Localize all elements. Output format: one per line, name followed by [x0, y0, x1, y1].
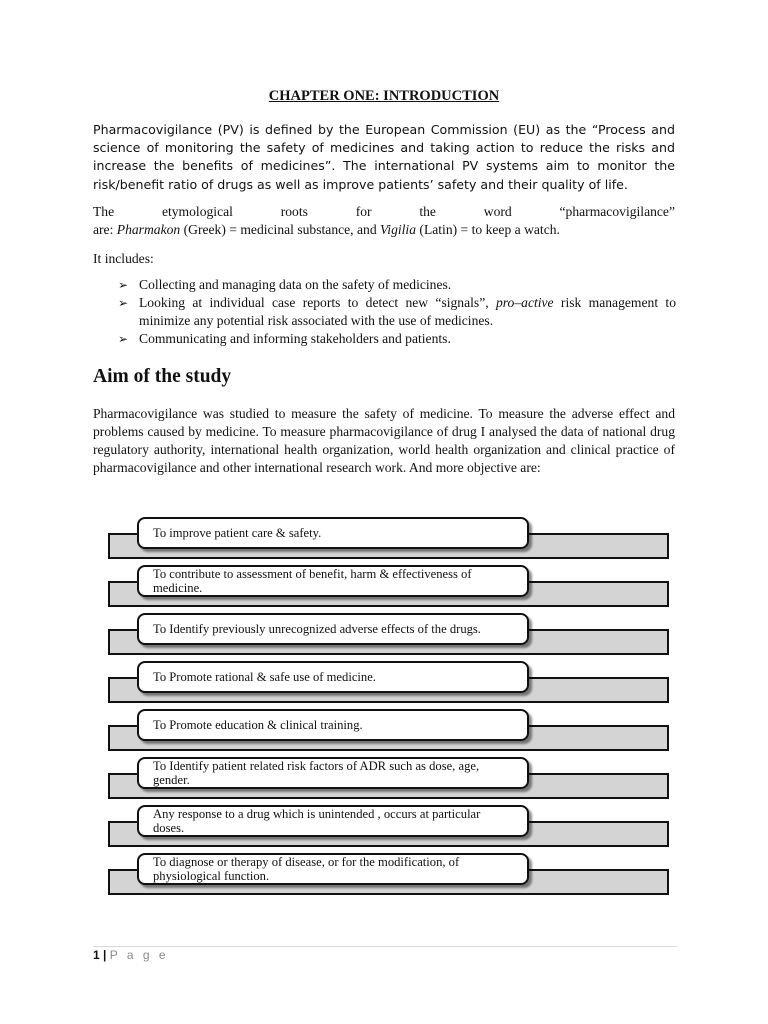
objective-box: To contribute to assessment of benefit, harm & effectiveness of medicine.: [137, 565, 529, 597]
objective-item: [108, 565, 672, 613]
list-item: [118, 294, 676, 330]
etymology-word: roots: [280, 204, 308, 219]
objective-box: To diagnose or therapy of disease, or for the modification, of physiological function.: [137, 853, 529, 885]
etymology-word: word: [483, 204, 512, 219]
list-item-text: Collecting and managing data on the safety of medicines.: [139, 277, 452, 292]
objective-box: To Identify patient related risk factors of ADR such as dose, age, gender.: [137, 757, 529, 789]
list-item-text: Looking at individual case reports to detect new “signals”,: [139, 295, 496, 310]
paragraph-definition: Pharmacovigilance (PV) is defined by the European Commission (EU) as the “Process and science of monitoring the safety of medicines and taking action to reduce the risks and increase the benefits of medicines”. The international PV systems aim to monitor the risk/benefit ratio of drugs as well as improve patients’ safety and their quality of life.: [93, 122, 675, 192]
etymology-word: the: [419, 204, 436, 219]
etymology-word: for: [355, 204, 372, 219]
page-number: 1: [93, 948, 100, 962]
arrow-bullet-icon: ➢: [118, 278, 129, 292]
objective-item: [108, 709, 672, 757]
objective-box: Any response to a drug which is unintended , occurs at particular doses.: [137, 805, 529, 837]
objective-box: To improve patient care & safety.: [137, 517, 529, 549]
chapter-heading: CHAPTER ONE: INTRODUCTION: [268, 88, 500, 104]
objective-item: [108, 661, 672, 709]
page-footer: [93, 948, 169, 962]
footer-separator: |: [103, 948, 107, 962]
includes-list: [118, 276, 676, 348]
proactive-term: pro–active: [495, 295, 554, 310]
paragraph-etymology: [93, 203, 675, 239]
etymology-word: “pharmacovigilance”: [559, 204, 675, 219]
objective-box: To Promote education & clinical training.: [137, 709, 529, 741]
objective-item: [108, 853, 672, 901]
objective-item: [108, 805, 672, 853]
objective-box: To Promote rational & safe use of medicine.: [137, 661, 529, 693]
objective-item: [108, 613, 672, 661]
pharmakon-term: Pharmakon: [116, 222, 181, 237]
list-item: [118, 276, 676, 294]
includes-label: It includes:: [93, 251, 154, 266]
list-item: [118, 330, 676, 348]
objectives-diagram: [108, 517, 672, 901]
list-item-text: risk management to minimize any potential risk associated with the use of medicines.: [139, 295, 676, 328]
section-heading-aim: Aim of the study: [93, 366, 232, 387]
arrow-bullet-icon: ➢: [118, 296, 129, 310]
objective-item: [108, 517, 672, 565]
etymology-text: are:: [93, 222, 117, 237]
etymology-word: etymological: [161, 204, 233, 219]
list-item-text: Communicating and informing stakeholders and patients.: [139, 331, 451, 346]
etymology-line-1: [93, 203, 675, 221]
paragraph-aim: Pharmacovigilance was studied to measure the safety of medicine. To measure the adverse effect and problems caused by medicine. To measure pharmacovigilance of drug I analysed the data of national drug regulatory authority, international health organization, world health organization and clinical practice of pharmacovigilance and other international research work. And more objective are:: [93, 406, 675, 475]
page-label: P a g e: [109, 948, 169, 962]
objective-box: To Identify previously unrecognized adverse effects of the drugs.: [137, 613, 529, 645]
etymology-text: (Greek) = medicinal substance, and: [180, 222, 381, 237]
etymology-text: (Latin) = to keep a watch.: [416, 222, 560, 237]
etymology-word: The: [93, 204, 115, 219]
etymology-line-2: [93, 221, 675, 239]
arrow-bullet-icon: ➢: [118, 332, 129, 346]
objective-item: [108, 757, 672, 805]
vigilia-term: Vigilia: [380, 222, 417, 237]
footer-divider: [93, 946, 677, 947]
